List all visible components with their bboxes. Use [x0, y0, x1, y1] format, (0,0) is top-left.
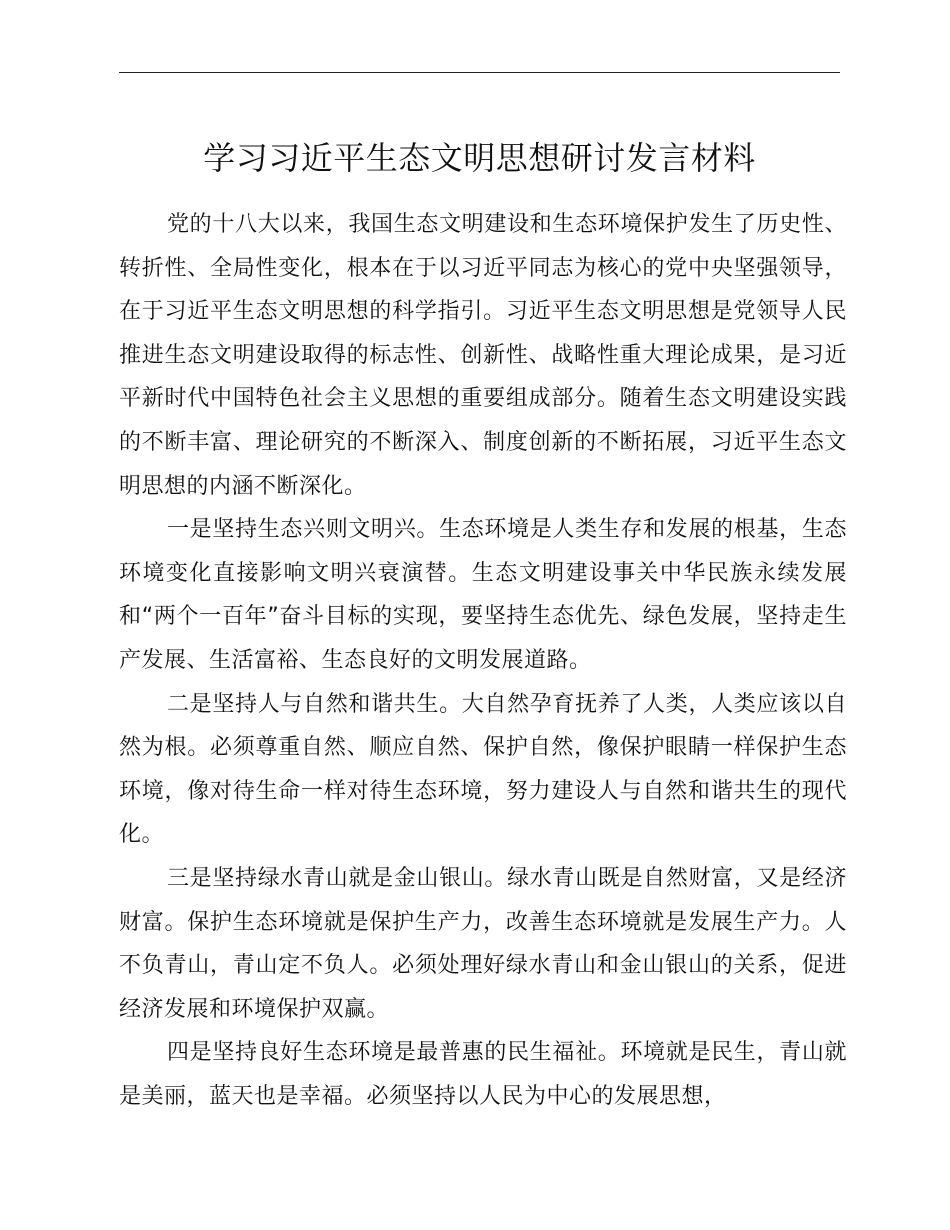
document-body — [119, 203, 847, 1118]
paragraph-point-4: 四是坚持良好生态环境是最普惠的民生福祉。环境就是民生，青山就是美丽，蓝天也是幸福。必须坚持以人民为中心的发展思想， — [119, 1040, 847, 1109]
document-title: 学习习近平生态文明思想研讨发言材料 — [203, 139, 756, 177]
header-rule — [119, 72, 840, 73]
paragraph-point-3: 三是坚持绿水青山就是金山银山。绿水青山既是自然财富，又是经济财富。保护生态环境就是保护生产力，改善生态环境就是发展生产力。人不负青山，青山定不负人。必须处理好绿水青山和金山银山的关系，促进经济发展和环境保护双赢。 — [119, 865, 847, 1022]
paragraph-intro: 党的十八大以来，我国生态文明建设和生态环境保护发生了历史性、转折性、全局性变化，根本在于以习近平同志为核心的党中央坚强领导，在于习近平生态文明思想的科学指引。习近平生态文明思想是党领导人民推进生态文明建设取得的标志性、创新性、战略性重大理论成果，是习近平新时代中国特色社会主义思想的重要组成部分。随着生态文明建设实践的不断丰富、理论研究的不断深入、制度创新的不断拓展，习近平生态文明思想的内涵不断深化。 — [119, 212, 847, 499]
paragraph-point-1: 一是坚持生态兴则文明兴。生态环境是人类生存和发展的根基，生态环境变化直接影响文明兴衰演替。生态文明建设事关中华民族永续发展和“两个一百年”奋斗目标的实现，要坚持生态优先、绿色发展，坚持走生产发展、生活富裕、生态良好的文明发展道路。 — [119, 517, 847, 673]
paragraph-point-2: 二是坚持人与自然和谐共生。大自然孕育抚养了人类，人类应该以自然为根。必须尊重自然、顺应自然、保护自然，像保护眼睛一样保护生态环境，像对待生命一样对待生态环境，努力建设人与自然和谐共生的现代化。 — [119, 691, 847, 848]
